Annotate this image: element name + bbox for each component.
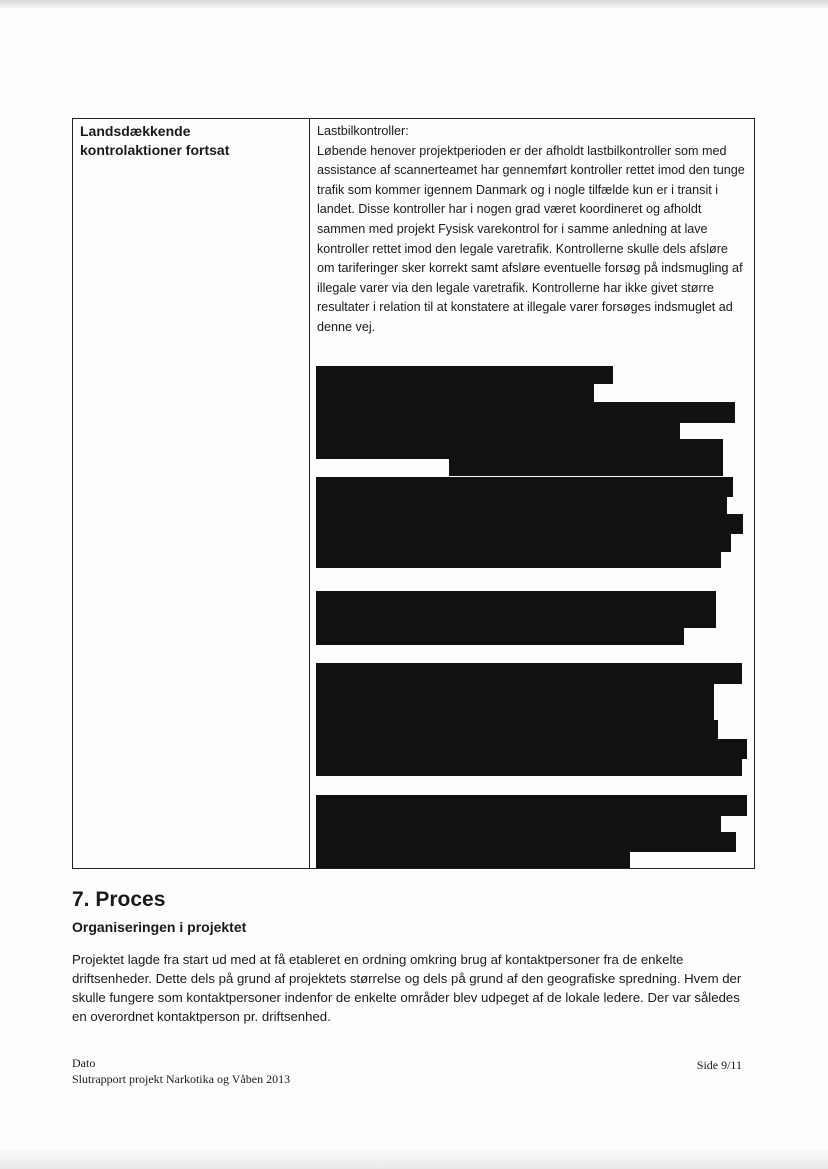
redaction-bar: [316, 683, 714, 703]
redaction-bar: [316, 477, 733, 497]
row-heading-line-2: kontrolaktioner fortsat: [80, 142, 230, 158]
footer-date-label: Dato: [72, 1056, 96, 1070]
table-cell-text: [317, 122, 747, 338]
redaction-bar: [316, 702, 714, 721]
footer-report-title: Slutrapport projekt Narkotika og Våben 2013: [72, 1072, 291, 1086]
redaction-bar: [316, 758, 742, 776]
row-heading-line-1: Landsdækkende: [80, 123, 191, 139]
page-footer-left: [72, 1055, 290, 1087]
redaction-bar: [316, 720, 718, 740]
scan-edge-bottom: [0, 1150, 828, 1169]
redaction-bar: [316, 795, 747, 816]
redaction-bar: [316, 533, 731, 552]
redaction-bar: [316, 551, 721, 568]
redaction-bar: [316, 815, 721, 833]
redaction-bar: [316, 739, 747, 759]
page-number: Side 9/11: [696, 1058, 742, 1072]
redaction-bar: [316, 627, 684, 645]
content-table: [72, 118, 755, 869]
redaction-bar: [316, 422, 680, 440]
redaction-bar: [316, 663, 742, 684]
scan-edge-top: [0, 0, 828, 8]
redaction-bar: [316, 439, 723, 459]
row-heading: [80, 122, 280, 160]
subsection-heading: Organiseringen i projektet: [72, 919, 247, 935]
redaction-bar: [316, 366, 613, 384]
cell-paragraph: Løbende henover projektperioden er der afholdt lastbilkontroller som med assistance af scannerteamet har gennemført kontroller rettet imod den tunge trafik som kommer igennem Danmark og i nogle tilfælde kun er i transit i landet. Disse kontroller har i nogen grad været koordineret og afholdt sammen med projekt Fysisk varekontrol for i samme anledning at lave kontroller rettet imod den legale varetrafik. Kontrollerne skulle dels afsløre om tariferinger sker korrekt samt afsløre eventuelle forsøg på indsmugling af illegale varer via den legale varetrafik. Kontrollerne har ikke givet større resultater i relation til at konstatere at illegale varer forsøges indsmuglet ad denne vej.: [317, 143, 745, 334]
table-column-divider: [309, 119, 310, 868]
section-heading: 7. Proces: [72, 888, 166, 911]
redaction-bar: [449, 458, 723, 476]
redaction-bar: [316, 402, 735, 423]
redaction-bar: [316, 608, 716, 628]
redaction-bar: [316, 591, 716, 609]
cell-title: Lastbilkontroller:: [317, 124, 409, 138]
redaction-bar: [316, 851, 630, 868]
redaction-bar: [316, 383, 594, 403]
redaction-bar: [316, 832, 736, 852]
body-paragraph: Projektet lagde fra start ud med at få etableret en ordning omkring brug af kontaktpersoner fra de enkelte driftsenheder. Dette dels på grund af projektets størrelse og dels på grund af den geografiske spredning. Hvem der skulle fungere som kontaktpersoner indenfor de enkelte områder blev udpeget af de lokale ledere. Der var således en overordnet kontaktperson pr. driftsenhed.: [72, 952, 742, 1024]
redaction-bar: [316, 496, 727, 515]
redaction-bar: [316, 514, 743, 534]
